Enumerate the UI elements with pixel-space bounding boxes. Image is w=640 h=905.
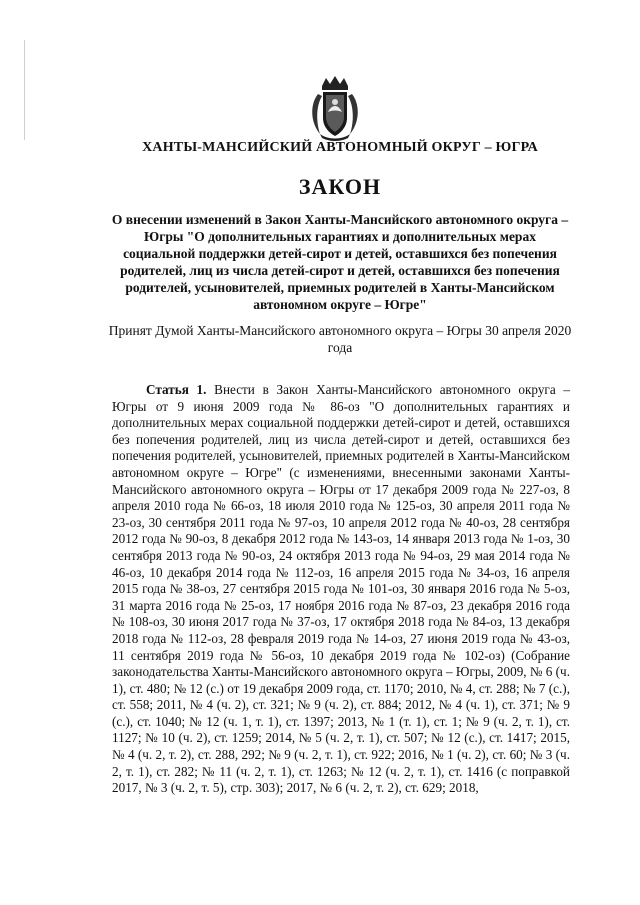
coat-of-arms-icon [308,76,362,142]
law-subject: О внесении изменений в Закон Ханты-Мансийского автономного округа – Югры "О дополнительных гарантиях и дополнительных мерах социальной поддержки детей-сирот и детей, оставшихся без попечения родителей, лиц из числа детей-сирот и детей, оставшихся без попечения родителей, усыновителей, приемных родителей в Ханты-Мансийском автономном округе – Югре" [111,212,569,312]
article-1 [112,382,570,797]
article-label: Статья 1. [146,382,207,397]
document-title: ЗАКОН [298,174,382,199]
scan-edge-mark [24,40,25,140]
adoption-note: Принят Думой Ханты-Мансийского автономного округа – Югры 30 апреля 2020 года [108,323,572,355]
region-heading: ХАНТЫ-МАНСИЙСКИЙ АВТОНОМНЫЙ ОКРУГ – ЮГРА [142,140,538,155]
article-text: Внести в Закон Ханты-Мансийского автономного округа – Югры от 9 июня 2009 года № 86-оз "О дополнительных гарантиях и дополнительных мерах социальной поддержки детей-сирот и детей, оставшихся без попечения родителей, лиц из числа детей-сирот и детей, оставшихся без попечения родителей, усыновителей, приемных родителей в Ханты-Мансийском автономном округе – Югре" (с изменениями, внесенными законами Ханты-Мансийского автономного округа – Югры от 17 декабря 2009 года № 227-оз, 8 апреля 2010 года № 66-оз, 18 июля 2010 года № 125-оз, 30 апреля 2011 года № 23-оз, 30 сентября 2011 года № 97-оз, 10 апреля 2012 года № 40-оз, 28 сентября 2012 года № 90-оз, 8 декабря 2012 года № 143-оз, 14 января 2013 года № 1-оз, 30 сентября 2013 года № 90-оз, 24 октября 2013 года № 94-оз, 29 мая 2014 года № 46-оз, 10 декабря 2014 года № 112-оз, 16 апреля 2015 года № 34-оз, 16 апреля 2015 года № 38-оз, 27 сентября 2015 года № 101-оз, 30 января 2016 года № 5-оз, 31 марта 2016 года № 25-оз, 17 ноября 2016 года № 87-оз, 23 декабря 2016 года № 108-оз, 30 июня 2017 года № 37-оз, 17 октября 2018 года № 84-оз, 13 декабря 2018 года № 112-оз, 28 февраля 2019 года № 14-оз, 27 июня 2019 года № 43-оз, 11 сентября 2019 года № 56-оз, 10 декабря 2019 года № 102-оз) (Собрание законодательства Ханты-Мансийского автономного округа – Югры, 2009, № 6 (ч. 1), ст. 480; № 12 (с.) от 19 декабря 2009 года, ст. 1170; 2010, № 4, ст. 288; № 7 (с.), ст. 558; 2011, № 4 (ч. 2), ст. 321; № 9 (ч. 2), ст. 884; 2012, № 4 (ч. 1), ст. 371; № 9 (с.), ст. 1040; № 12 (ч. 1, т. 1), ст. 1397; 2013, № 1 (т. 1), ст. 1; № 9 (ч. 2, т. 1), ст. 1127; № 10 (ч. 2), ст. 1259; 2014, № 5 (ч. 2, т. 1), ст. 507; № 12 (с.), ст. 1417; 2015, № 4 (ч. 2, т. 2), ст. 288, 292; № 9 (ч. 2, т. 1), ст. 922; 2016, № 1 (ч. 2), ст. 60; № 3 (ч. 2, т. 1), ст. 282; № 11 (ч. 2, т. 1), ст. 1263; № 12 (ч. 2, т. 1), ст. 1416 (с поправкой 2017, № 3 (ч. 2, т. 5), стр. 303); 2017, № 6 (ч. 2, т. 2), ст. 629; 2018, [112,382,571,796]
